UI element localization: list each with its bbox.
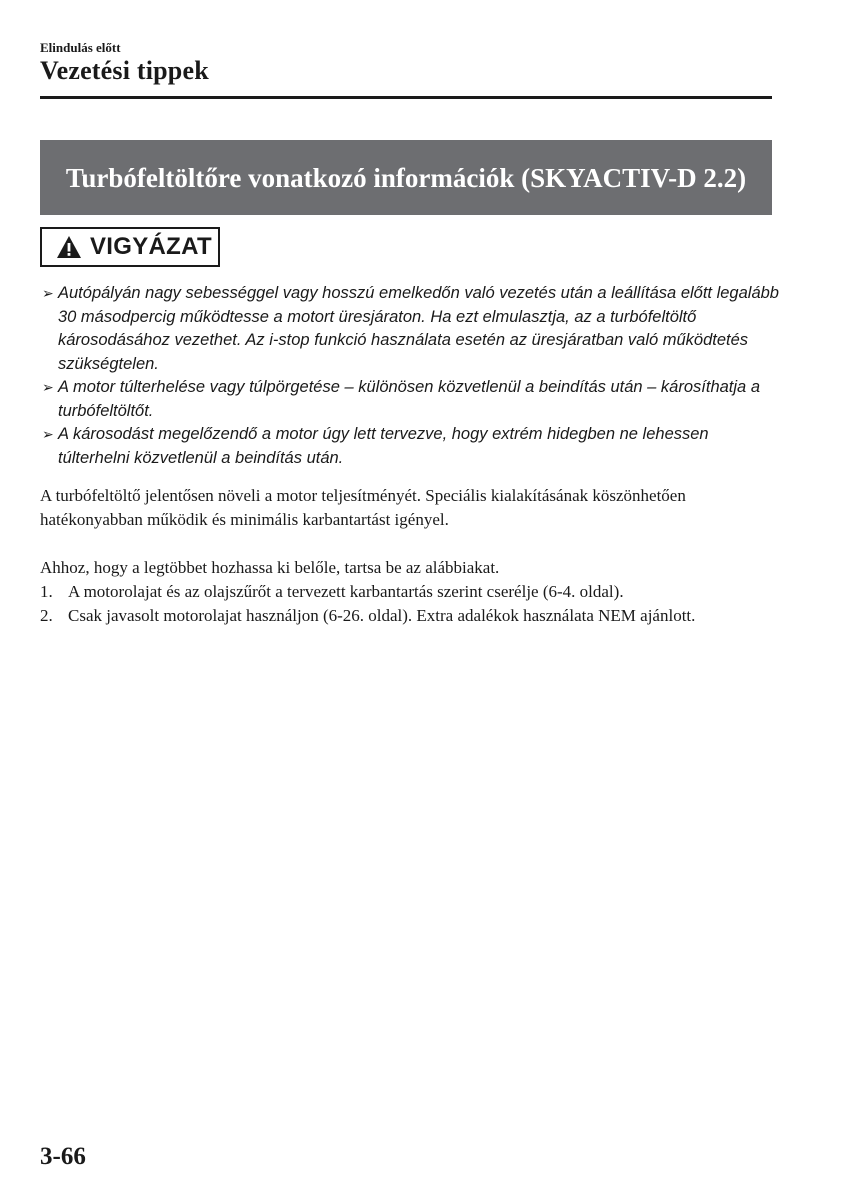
caution-item [42,282,782,376]
list-item-number: 1. [40,582,53,601]
caution-item-text: A károsodást megelőzendő a motor úgy lett tervezve, hogy extrém hidegben ne lehessen túlterhelni közvetlenül a beindítás után. [58,425,709,467]
page-number: 3-66 [40,1143,86,1170]
caution-list [42,282,782,470]
caution-item-text: A motor túlterhelése vagy túlpörgetése – különösen közvetlenül a beindítás után – károsíthatja a turbófeltöltőt. [58,378,760,420]
instructions-lead: Ahhoz, hogy a legtöbbet hozhassa ki belőle, tartsa be az alábbiakat. [40,558,500,577]
topic-banner-title: Turbófeltöltőre vonatkozó információk (SKYACTIV-D 2.2) [65,162,747,193]
title-divider [40,96,772,99]
caution-item-text: Autópályán nagy sebességgel vagy hosszú emelkedőn való vezetés után a leállítása előtt legalább 30 másodpercig működtesse a motort üresjáraton. Ha ezt elmulasztja, az a turbófeltöltő károsodásához vezethet. Az i-stop funkció használata esetén az üresjáratban való működtetés szükségtelen. [58,284,779,373]
list-item-text: A motorolajat és az olajszűrőt a tervezett karbantartás szerint cserélje (6-4. oldal). [68,582,624,601]
maintenance-list [40,580,780,628]
arrow-bullet-icon: ➢ [42,426,54,442]
list-item-text: Csak javasolt motorolajat használjon (6-26. oldal). Extra adalékok használata NEM ajánlott. [68,606,696,625]
arrow-bullet-icon: ➢ [42,285,54,301]
list-item-number: 2. [40,606,53,625]
caution-label: VIGYÁZAT [90,233,212,260]
list-item [40,580,780,604]
section-title: Vezetési tippek [40,56,209,85]
caution-header [40,227,220,267]
arrow-bullet-icon: ➢ [42,379,54,395]
warning-triangle-icon [56,235,82,259]
topic-banner [40,140,772,215]
list-item [40,604,780,628]
caution-item [42,423,782,470]
breadcrumb: Elindulás előtt [40,40,121,55]
caution-item [42,376,782,423]
intro-paragraph: A turbófeltöltő jelentősen növeli a motor teljesítményét. Speciális kialakításának köszönhetően hatékonyabban működik és minimális karbantartást igényel. [40,486,686,529]
